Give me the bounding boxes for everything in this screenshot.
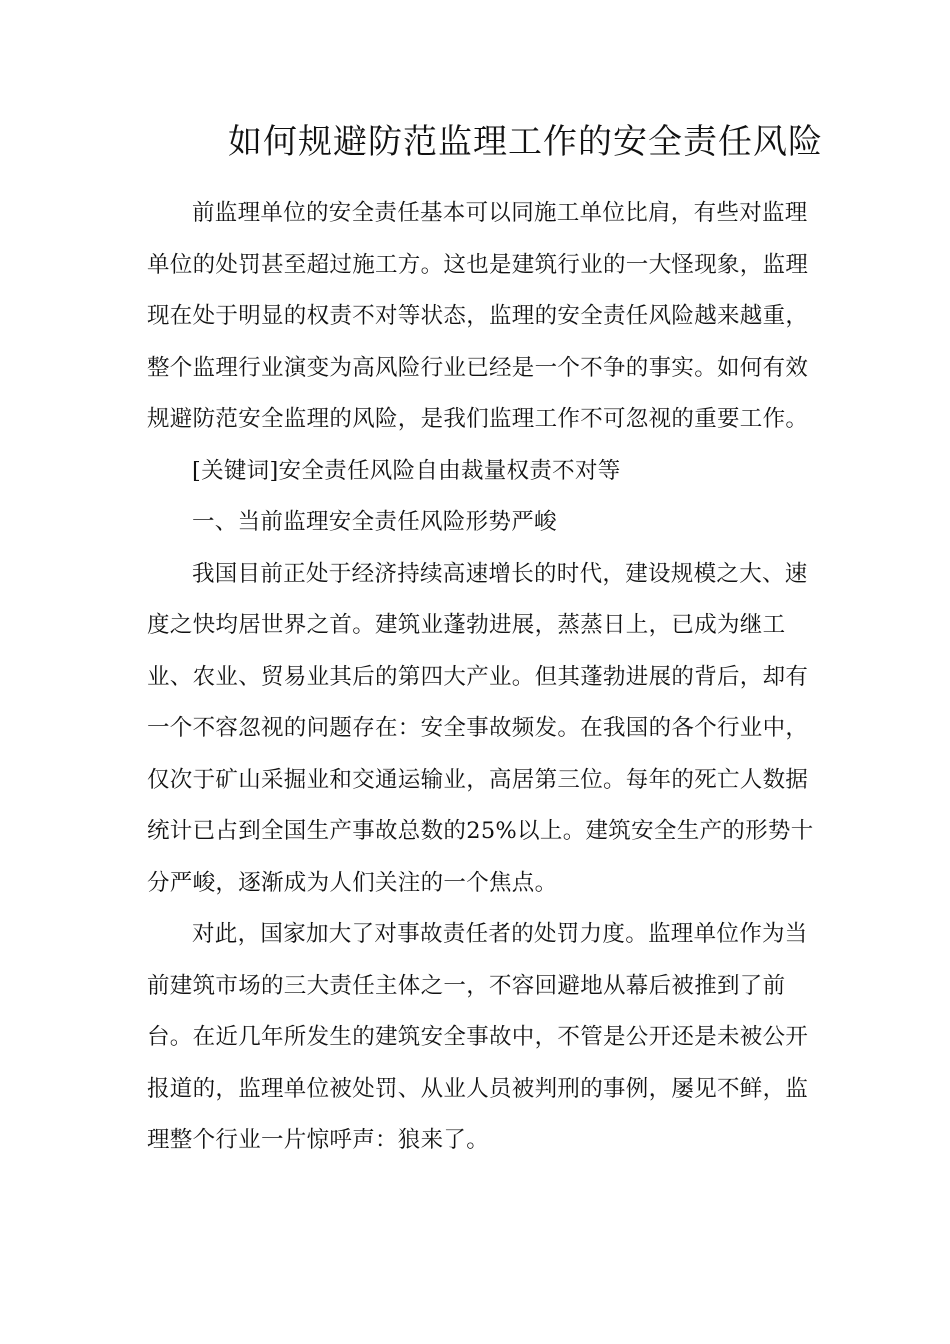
paragraph-line: 前监理单位的安全责任基本可以同施工单位比肩，有些对监理 (192, 200, 808, 226)
paragraph-line: 报道的，监理单位被处罚、从业人员被判刑的事例，屡见不鲜，监 (147, 1075, 809, 1102)
paragraph-line: 理整个行业一片惊呼声：狼来了。 (147, 1127, 490, 1153)
paragraph-line: 统计已占到全国生产事故总数的25%以上。建筑安全生产的形势十 (147, 818, 814, 844)
paragraph-line: 分严峻，逐渐成为人们关注的一个焦点。 (147, 869, 558, 896)
paragraph-line: 仅次于矿山采掘业和交通运输业，高居第三位。每年的死亡人数据 (147, 766, 809, 793)
paragraph-line: 规避防范安全监理的风险，是我们监理工作不可忽视的重要工作。 (147, 406, 809, 432)
section-heading: 一、当前监理安全责任风险形势严峻 (192, 509, 557, 535)
paragraph-line: 台。在近几年所发生的建筑安全事故中，不管是公开还是未被公开 (147, 1024, 809, 1050)
paragraph-line: 业、农业、贸易业其后的第四大产业。但其蓬勃进展的背后，却有 (147, 663, 809, 690)
paragraph-line: 现在处于明显的权责不对等状态，监理的安全责任风险越来越重， (147, 303, 809, 329)
document-title: 如何规避防范监理工作的安全责任风险 (228, 122, 823, 162)
document-body (147, 188, 814, 1167)
paragraph-line: 我国目前正处于经济持续高速增长的时代，建设规模之大、速 (192, 560, 808, 587)
paragraph-line: 单位的处罚甚至超过施工方。这也是建筑行业的一大怪现象，监理 (147, 251, 809, 278)
paragraph-line: 度之快均居世界之首。建筑业蓬勃进展，蒸蒸日上，已成为继工 (147, 612, 786, 638)
paragraph-line: 一个不容忽视的问题存在：安全事故频发。在我国的各个行业中， (147, 715, 809, 741)
paragraph-line: 前建筑市场的三大责任主体之一，不容回避地从幕后被推到了前 (147, 972, 786, 999)
paragraph-line: 对此，国家加大了对事故责任者的处罚力度。监理单位作为当 (192, 921, 808, 947)
keywords-line: [关键词]安全责任风险自由裁量权责不对等 (192, 457, 621, 484)
paragraph-line: 整个监理行业演变为高风险行业已经是一个不争的事实。如何有效 (147, 354, 809, 381)
